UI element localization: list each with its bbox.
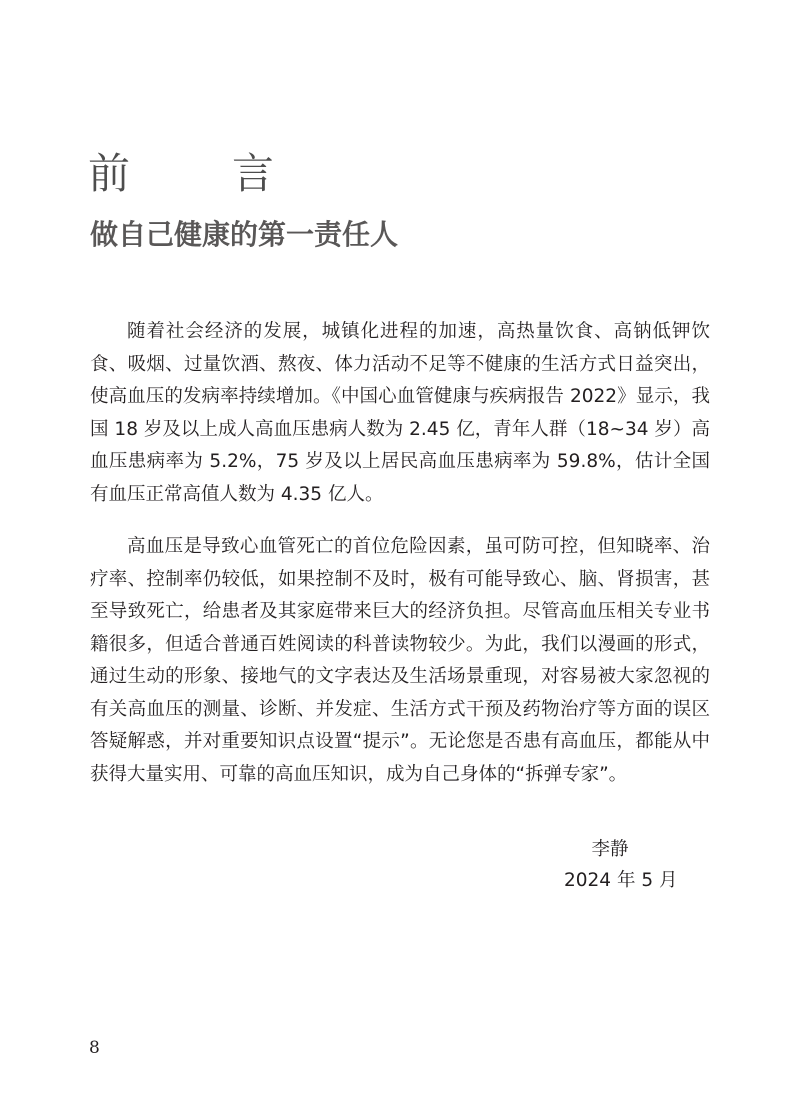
signature-date: 2024 年 5 月 [564, 870, 678, 891]
page-number: 8 [89, 1038, 100, 1058]
author-name: 李静 [591, 839, 629, 860]
signature-block [520, 834, 700, 896]
page-subtitle: 做自己健康的第一责任人 [90, 218, 399, 251]
paragraph-1: 随着社会经济的发展，城镇化进程的加速，高热量饮食、高钠低钾饮食、吸烟、过量饮酒、熬夜、体力活动不足等不健康的生活方式日益突出，使高血压的发病率持续增加。《中国心血管健康与疾病报告 2022》显示，我国 18 岁及以上成人高血压患病人数为 2.45 亿，青年人群（18~34 岁）高血压患病率为 5.2%，75 岁及以上居民高血压患病率为 59.8%，估计全国有血压正常高值人数为 4.35 亿人。 [90, 321, 710, 505]
page-title: 前 言 [88, 149, 305, 198]
paragraph-2: 高血压是导致心血管死亡的首位危险因素，虽可防可控，但知晓率、治疗率、控制率仍较低，如果控制不及时，极有可能导致心、脑、肾损害，甚至导致死亡，给患者及其家庭带来巨大的经济负担。尽管高血压相关专业书籍很多，但适合普通百姓阅读的科普读物较少。为此，我们以漫画的形式，通过生动的形象、接地气的文字表达及生活场景重现，对容易被大家忽视的有关高血压的测量、诊断、并发症、生活方式干预及药物治疗等方面的误区答疑解惑，并对重要知识点设置“提示”。无论您是否患有高血压，都能从中获得大量实用、可靠的高血压知识，成为自己身体的“拆弹专家”。 [90, 536, 710, 785]
